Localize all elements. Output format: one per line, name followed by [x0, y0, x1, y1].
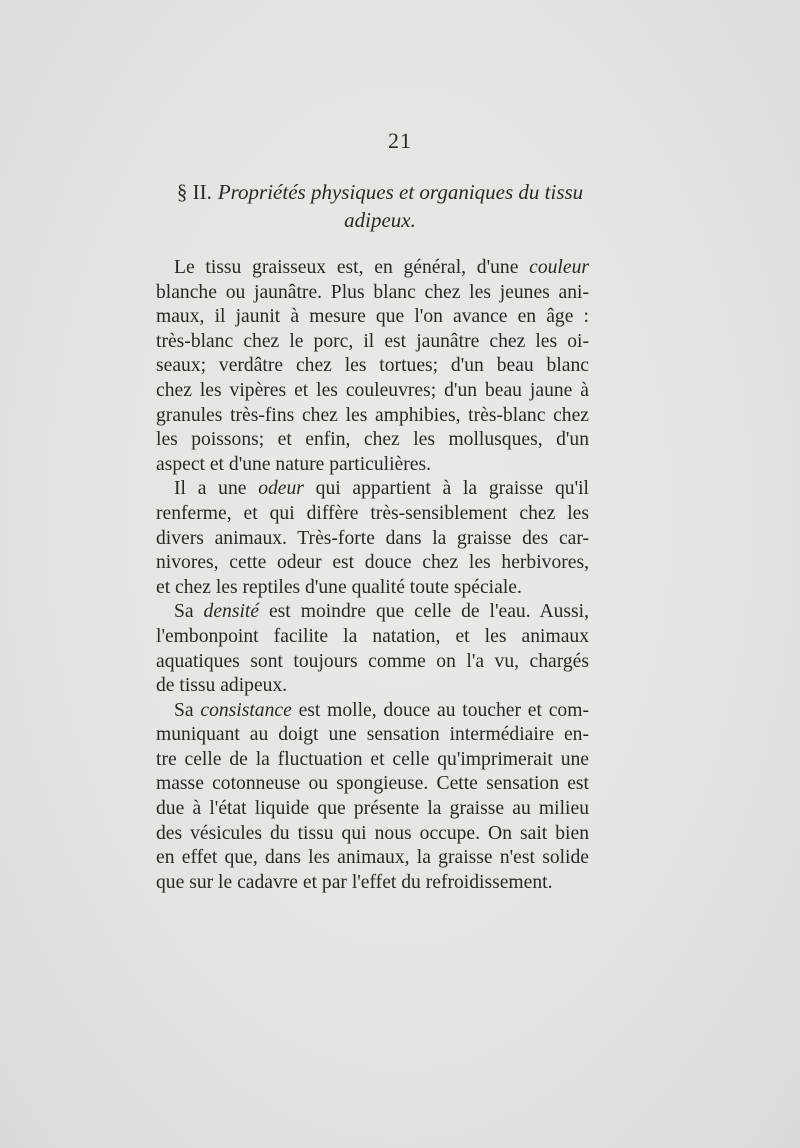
line-text: l'embonpoint facilite la natation, et les animaux [156, 625, 589, 647]
line-text: chez les vipères et les couleuvres; d'un beau jaune à [156, 379, 589, 401]
paragraph [156, 477, 589, 600]
line-text: Sa [174, 699, 201, 721]
section-number: § II. [176, 180, 212, 204]
paragraph [156, 600, 589, 698]
line-text: masse cotonneuse ou spongieuse. Cette sensation est [156, 773, 589, 795]
text-line [156, 527, 589, 552]
line-text: blanche ou jaunâtre. Plus blanc chez les jeunes ani- [156, 281, 589, 303]
line-text: Il a une [174, 478, 259, 500]
line-text: qui appartient à la graisse qu'il [303, 478, 589, 500]
line-text: est molle, douce au toucher et com- [291, 699, 589, 721]
section-title: Propriétés physiques et organiques du tissu adipeux. [217, 180, 584, 232]
line-text: Sa [174, 601, 204, 623]
text-line [156, 428, 589, 453]
emphasized-term: odeur [258, 478, 304, 500]
text-line [156, 871, 589, 896]
line-text: nivores, cette odeur est douce chez les herbivores, [156, 552, 589, 574]
emphasized-term: densité [203, 601, 260, 623]
line-text: que sur le cadavre et par l'effet du refroidissement. [156, 871, 553, 893]
paragraph [156, 256, 589, 477]
line-text: muniquant au doigt une sensation intermédiaire en- [156, 724, 589, 746]
text-line [156, 330, 589, 355]
text-line [156, 600, 589, 625]
line-text: les poissons; et enfin, chez les mollusques, d'un [156, 429, 589, 451]
line-text: divers animaux. Très-forte dans la graisse des car- [156, 527, 589, 549]
text-line [156, 354, 589, 379]
line-text: tre celle de la fluctuation et celle qu'imprimerait une [156, 748, 589, 770]
line-text: est moindre que celle de l'eau. Aussi, [259, 601, 589, 623]
line-text: très-blanc chez le porc, il est jaunâtre chez les oi- [156, 330, 589, 352]
text-line [156, 256, 589, 281]
emphasized-term: consistance [200, 699, 292, 721]
text-line [156, 674, 589, 699]
line-text: de tissu adipeux. [156, 675, 288, 697]
text-line [156, 822, 589, 847]
text-line [156, 404, 589, 429]
text-line [156, 281, 589, 306]
line-text: aquatiques sont toujours comme on l'a vu, chargés [156, 650, 589, 672]
page-number: 21 [388, 128, 412, 153]
section-heading [160, 178, 600, 234]
text-line [156, 379, 589, 404]
line-text: renferme, et qui diffère très-sensiblement chez les [156, 502, 589, 524]
paragraph [156, 699, 589, 896]
line-text: seaux; verdâtre chez les tortues; d'un beau blanc [156, 355, 589, 377]
text-line [156, 699, 589, 724]
line-text: aspect et d'une nature particulières. [156, 453, 431, 475]
text-line [156, 551, 589, 576]
text-line [156, 305, 589, 330]
text-line [156, 748, 589, 773]
text-line [156, 772, 589, 797]
text-line [156, 650, 589, 675]
line-text: Le tissu graisseux est, en général, d'une [174, 257, 530, 278]
body-text [156, 256, 589, 895]
line-text: maux, il jaunit à mesure que l'on avance en âge : [156, 306, 589, 328]
line-text: due à l'état liquide que présente la graisse au milieu [156, 798, 589, 820]
line-text: granules très-fins chez les amphibies, très-blanc chez [156, 404, 589, 426]
text-line [156, 502, 589, 527]
text-line [156, 846, 589, 871]
text-line [156, 723, 589, 748]
text-line [156, 797, 589, 822]
line-text: et chez les reptiles d'une qualité toute spéciale. [156, 576, 522, 598]
text-line [156, 477, 589, 502]
text-line [156, 625, 589, 650]
emphasized-term: couleur [529, 257, 589, 278]
text-line [156, 453, 589, 478]
line-text: en effet que, dans les animaux, la graisse n'est solide [156, 847, 589, 869]
text-line [156, 576, 589, 601]
line-text: des vésicules du tissu qui nous occupe. On sait bien [156, 822, 589, 844]
